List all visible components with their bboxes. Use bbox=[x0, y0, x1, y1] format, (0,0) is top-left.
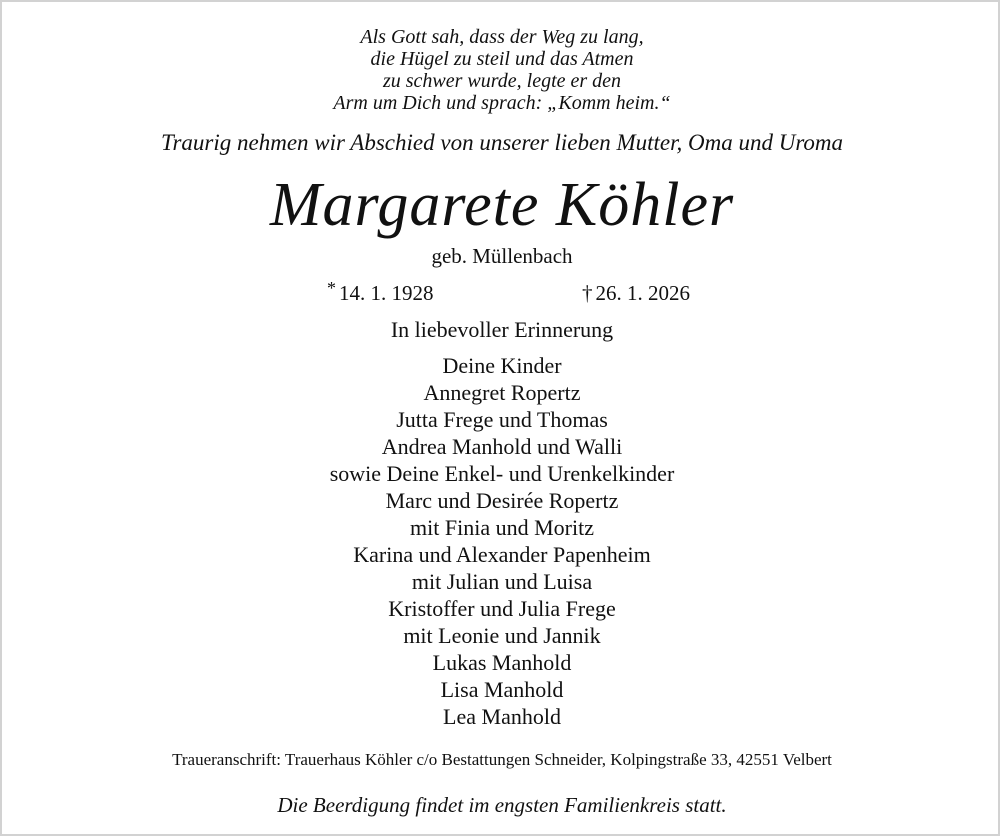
poem-line: zu schwer wurde, legte er den bbox=[382, 70, 622, 92]
death-date-value: 26. 1. 2026 bbox=[595, 281, 690, 305]
mourner-line: Lukas Manhold bbox=[432, 650, 572, 675]
poem bbox=[2, 26, 1000, 114]
mourner-line: sowie Deine Enkel- und Urenkelkinder bbox=[329, 461, 675, 486]
mourners-list bbox=[2, 352, 1000, 730]
mourner-line: Karina und Alexander Papenheim bbox=[353, 542, 651, 567]
mourner-line: Lea Manhold bbox=[443, 704, 561, 729]
poem-line: Als Gott sah, dass der Weg zu lang, bbox=[360, 26, 644, 48]
birth-star-icon: * bbox=[327, 278, 336, 298]
maiden-name: geb. Müllenbach bbox=[431, 244, 573, 268]
life-dates bbox=[2, 278, 1000, 308]
mourner-line: Jutta Frege und Thomas bbox=[396, 407, 608, 432]
death-cross-icon: † bbox=[582, 281, 593, 305]
mourner-line: Lisa Manhold bbox=[440, 677, 564, 702]
poem-line: Arm um Dich und sprach: „Komm heim.“ bbox=[333, 92, 671, 114]
birth-date bbox=[327, 278, 434, 309]
poem-line: die Hügel zu steil und das Atmen bbox=[370, 48, 634, 70]
funeral-note: Die Beerdigung findet im engsten Familienkreis statt. bbox=[277, 793, 727, 817]
mourner-line: Annegret Ropertz bbox=[423, 380, 581, 405]
death-date bbox=[582, 278, 690, 308]
mourner-line: mit Finia und Moritz bbox=[410, 515, 594, 540]
birth-date-value: 14. 1. 1928 bbox=[339, 281, 434, 305]
remembrance-line: In liebevoller Erinnerung bbox=[390, 317, 614, 342]
intro-text: Traurig nehmen wir Abschied von unserer lieben Mutter, Oma und Uroma bbox=[160, 130, 844, 155]
mourner-line: Kristoffer und Julia Frege bbox=[388, 596, 616, 621]
mourner-line: Deine Kinder bbox=[442, 353, 562, 378]
mourner-line: Marc und Desirée Ropertz bbox=[385, 488, 619, 513]
deceased-name: Margarete Köhler bbox=[269, 171, 735, 239]
mourner-line: Andrea Manhold und Walli bbox=[381, 434, 623, 459]
mourner-line: mit Julian und Luisa bbox=[411, 569, 593, 594]
mourning-address: Traueranschrift: Trauerhaus Köhler c/o Bestattungen Schneider, Kolpingstraße 33, 42551 Velbert bbox=[172, 750, 832, 769]
mourner-line: mit Leonie und Jannik bbox=[403, 623, 601, 648]
